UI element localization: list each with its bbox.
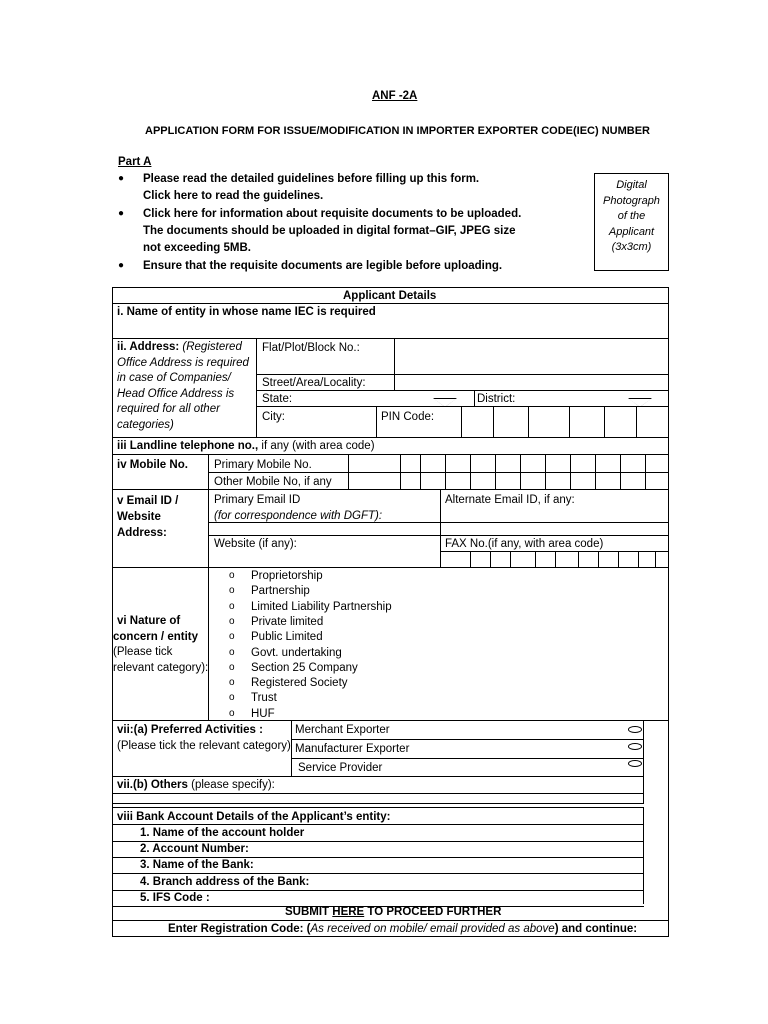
bank-item-label[interactable]: 4. Branch address of the Bank:	[140, 875, 310, 888]
nature-option-radio[interactable]: o	[229, 661, 235, 673]
primary-email-note: (for correspondence with DGFT):	[214, 510, 383, 522]
reg-post: ) and continue:	[554, 923, 638, 935]
bullet-icon: ●	[118, 260, 125, 271]
documents-rest: for information about requisite documents to be uploaded.	[198, 208, 522, 220]
nature-option-radio[interactable]: o	[229, 570, 235, 581]
city-label: City:	[262, 411, 285, 423]
applicant-heading: Applicant Details	[343, 290, 437, 302]
nature-option-radio[interactable]: o	[229, 600, 235, 612]
part-a-label: Part A	[118, 156, 152, 168]
bank-item-label[interactable]: 3. Name of the Bank:	[140, 859, 254, 872]
nature-label-line3: (Please tick	[113, 646, 173, 658]
website-label: Website (if any):	[214, 538, 297, 550]
landline-label-bold: iii Landline telephone no.,	[117, 440, 259, 452]
activity-service-radio[interactable]	[628, 760, 642, 767]
documents-line3: not exceeding 5MB.	[143, 242, 251, 254]
nature-option-radio[interactable]: o	[229, 677, 235, 689]
street-label: Street/Area/Locality:	[262, 377, 366, 389]
email-label-line3: Address:	[117, 527, 167, 539]
documents-here-link[interactable]: here	[173, 208, 198, 220]
address-label-rest: (Registered	[179, 341, 242, 353]
landline-label-rest: if any (with area code)	[258, 440, 375, 452]
address-note: categories)	[117, 418, 174, 431]
email-label-line2: Website	[117, 511, 161, 523]
nature-option-radio[interactable]: o	[229, 692, 235, 704]
activity-service-label: Service Provider	[298, 762, 383, 774]
others-label-rest: (please specify):	[187, 779, 275, 791]
nature-label	[113, 614, 208, 676]
activity-merchant-label: Merchant Exporter	[295, 724, 390, 736]
activity-manufacturer-label: Manufacturer Exporter	[295, 743, 410, 755]
photo-line2: Photograph	[603, 194, 660, 207]
guideline-rest: to read the guidelines.	[198, 190, 324, 202]
address-note: in case of Companies/	[117, 372, 231, 385]
activities-label: vii:(a) Preferred Activities :	[117, 724, 263, 736]
nature-option-label: Registered Society	[251, 677, 348, 690]
others-label	[117, 778, 275, 792]
address-note: Head Office Address is	[117, 387, 235, 400]
documents-line1	[143, 207, 521, 221]
legible-note: Ensure that the requisite documents are legible before uploading.	[143, 260, 503, 272]
other-mobile-label: Other Mobile No, if any	[214, 476, 332, 488]
submit-pre: SUBMIT	[285, 906, 333, 918]
registration-code-line[interactable]	[168, 922, 637, 936]
address-label	[117, 340, 249, 434]
primary-email-label: Primary Email ID	[214, 494, 301, 506]
bank-heading: viii Bank Account Details of the Applicant’s entity:	[117, 811, 391, 823]
submit-post: TO PROCEED FURTHER	[364, 906, 502, 918]
name-label: i. Name of entity in whose name IEC is required	[117, 306, 376, 318]
nature-label-line4: relevant category):	[113, 661, 209, 674]
nature-option-label: Limited Liability Partnership	[251, 600, 392, 613]
nature-option-radio[interactable]: o	[229, 631, 235, 643]
activities-note: (Please tick the relevant category)	[117, 740, 291, 752]
form-code: ANF -2A	[372, 90, 418, 102]
photo-line4: Applicant	[608, 225, 655, 238]
bank-item-label[interactable]: 5. IFS Code :	[140, 891, 210, 904]
nature-option-label: Govt. undertaking	[251, 646, 342, 659]
fax-label: FAX No.(if any, with area code)	[445, 538, 604, 550]
pin-label: PIN Code:	[381, 411, 435, 423]
nature-label-line1: vi Nature of	[117, 615, 181, 627]
nature-option-radio[interactable]: o	[229, 585, 235, 597]
nature-label-line2: concern / entity	[113, 630, 198, 643]
nature-option-label: Section 25 Company	[251, 661, 358, 674]
bank-item-label[interactable]: 1. Name of the account holder	[140, 827, 305, 839]
nature-option-radio[interactable]: o	[229, 615, 235, 627]
email-label	[117, 493, 178, 541]
guideline-line1: Please read the detailed guidelines before filling up this form.	[143, 173, 480, 185]
address-note: required for all other	[117, 403, 220, 416]
photo-line1: Digital	[616, 179, 647, 191]
click-text: Click	[143, 208, 171, 220]
bank-item-label[interactable]: 2. Account Number:	[140, 843, 249, 856]
alternate-email-label: Alternate Email ID, if any:	[445, 494, 575, 506]
flat-label: Flat/Plot/Block No.:	[262, 342, 360, 354]
district-label: District:	[477, 393, 516, 405]
documents-line2: The documents should be uploaded in digital format–GIF, JPEG size	[143, 225, 516, 237]
others-label-bold: vii.(b) Others	[117, 779, 188, 791]
photo-line3: of the	[617, 210, 646, 222]
address-label-bold: ii. Address:	[117, 341, 180, 353]
nature-option-radio[interactable]: o	[229, 707, 235, 719]
street-input[interactable]	[395, 375, 669, 391]
submit-here-link[interactable]: HERE	[332, 906, 365, 918]
nature-option-label: HUF	[251, 707, 275, 720]
submit-line	[285, 905, 501, 919]
nature-option-label: Trust	[251, 692, 277, 705]
activity-merchant-radio[interactable]	[628, 726, 642, 733]
mobile-label: iv Mobile No.	[117, 459, 188, 471]
click-text: Click	[143, 190, 171, 202]
bullet-icon: ●	[118, 208, 125, 219]
bullet-icon: ●	[118, 173, 125, 184]
photo-box[interactable]	[594, 173, 669, 271]
entity-name-field[interactable]	[112, 303, 669, 339]
landline-label	[117, 439, 375, 453]
primary-mobile-label: Primary Mobile No.	[214, 459, 312, 471]
photo-line5: (3x3cm)	[611, 241, 652, 253]
form-title: APPLICATION FORM FOR ISSUE/MODIFICATION IN IMPORTER EXPORTER CODE(IEC) NUMBER	[145, 125, 650, 137]
nature-option-label: Proprietorship	[251, 570, 323, 582]
state-label: State:	[262, 393, 293, 405]
nature-option-label: Public Limited	[251, 631, 323, 644]
nature-option-label: Partnership	[251, 585, 310, 598]
reg-pre: Enter Registration Code: (	[168, 923, 311, 935]
guidelines-here-link[interactable]: here	[173, 190, 198, 202]
nature-option-label: Private limited	[251, 615, 324, 628]
email-label-line1: v Email ID /	[117, 495, 179, 507]
address-note: Office Address is required	[117, 356, 249, 369]
nature-option-radio[interactable]: o	[229, 646, 235, 658]
flat-input[interactable]	[395, 339, 669, 375]
activity-manufacturer-radio[interactable]	[628, 743, 642, 750]
reg-italic: As received on mobile/ email provided as above	[310, 923, 555, 935]
guideline-line2	[143, 189, 323, 203]
